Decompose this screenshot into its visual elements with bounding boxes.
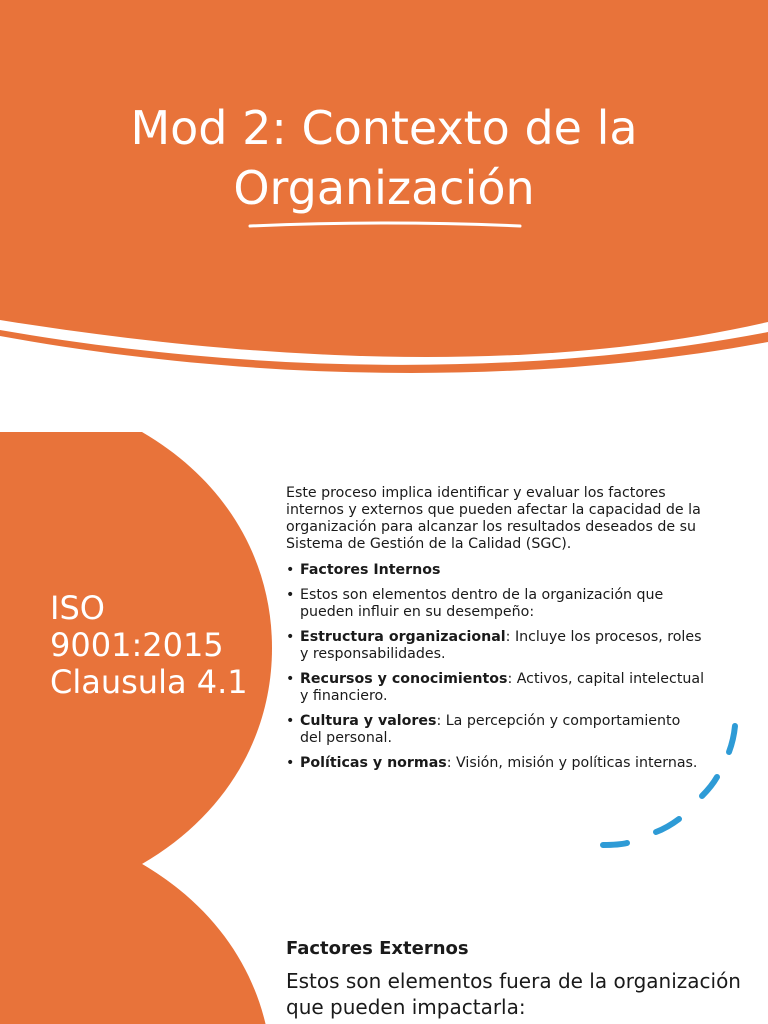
clause-title-line: 9001:2015 bbox=[50, 626, 224, 664]
bullet-text: : Visión, misión y políticas internas. bbox=[446, 755, 698, 771]
bullet-item bbox=[286, 562, 706, 579]
bullet-bold: Cultura y valores bbox=[300, 713, 437, 729]
slide-gap bbox=[0, 395, 768, 432]
title-slide bbox=[0, 0, 768, 395]
bullet-item bbox=[286, 755, 706, 772]
bullet-list bbox=[286, 562, 706, 772]
content-body bbox=[286, 485, 706, 780]
bullet-text: : Incluye los procesos, roles y responsabilidades. bbox=[300, 629, 702, 662]
dash-segment bbox=[603, 843, 627, 845]
bullet-bold: Factores Internos bbox=[300, 562, 441, 578]
bullet-item bbox=[286, 713, 706, 747]
bullet-item bbox=[286, 671, 706, 705]
intro-paragraph: Este proceso implica identificar y evaluar los factores internos y externos que pueden afectar la capacidad de la organización para alcanzar los resultados deseados de su Sistema de Gestión de la Calidad (SGC). bbox=[286, 485, 701, 552]
bullet-text: Estos son elementos dentro de la organización que pueden influir en su desempeño: bbox=[300, 587, 664, 620]
dash-segment bbox=[656, 819, 679, 832]
bullet-item bbox=[286, 587, 706, 621]
slide-title: Mod 2: Contexto de la Organización bbox=[130, 101, 638, 215]
external-factors-text: Estos son elementos fuera de la organización que pueden impactarla: bbox=[286, 969, 741, 1019]
bullet-bold: Políticas y normas bbox=[300, 755, 447, 771]
bullet-icon: • bbox=[286, 587, 295, 603]
bullet-bold: Estructura organizacional bbox=[300, 629, 506, 645]
bullet-bold: Recursos y conocimientos bbox=[300, 671, 508, 687]
orange-half-circle-fill bbox=[0, 864, 262, 1024]
bullet-icon: • bbox=[286, 713, 295, 729]
bullet-text: : Activos, capital intelectual y financiero. bbox=[300, 671, 705, 704]
bullet-text: : La percepción y comportamiento del personal. bbox=[300, 713, 681, 746]
clause-title bbox=[50, 590, 248, 701]
external-factors-heading: Factores Externos bbox=[286, 938, 469, 959]
bullet-icon: • bbox=[286, 755, 295, 771]
clause-title-line: Clausula 4.1 bbox=[50, 663, 248, 701]
external-factors-slide bbox=[0, 864, 768, 1024]
dash-segment bbox=[729, 726, 735, 752]
content-slide bbox=[0, 432, 768, 864]
bullet-icon: • bbox=[286, 671, 295, 687]
bullet-icon: • bbox=[286, 629, 295, 645]
clause-title-line: ISO bbox=[50, 589, 105, 627]
bullet-item bbox=[286, 629, 706, 663]
bullet-icon: • bbox=[286, 562, 295, 578]
